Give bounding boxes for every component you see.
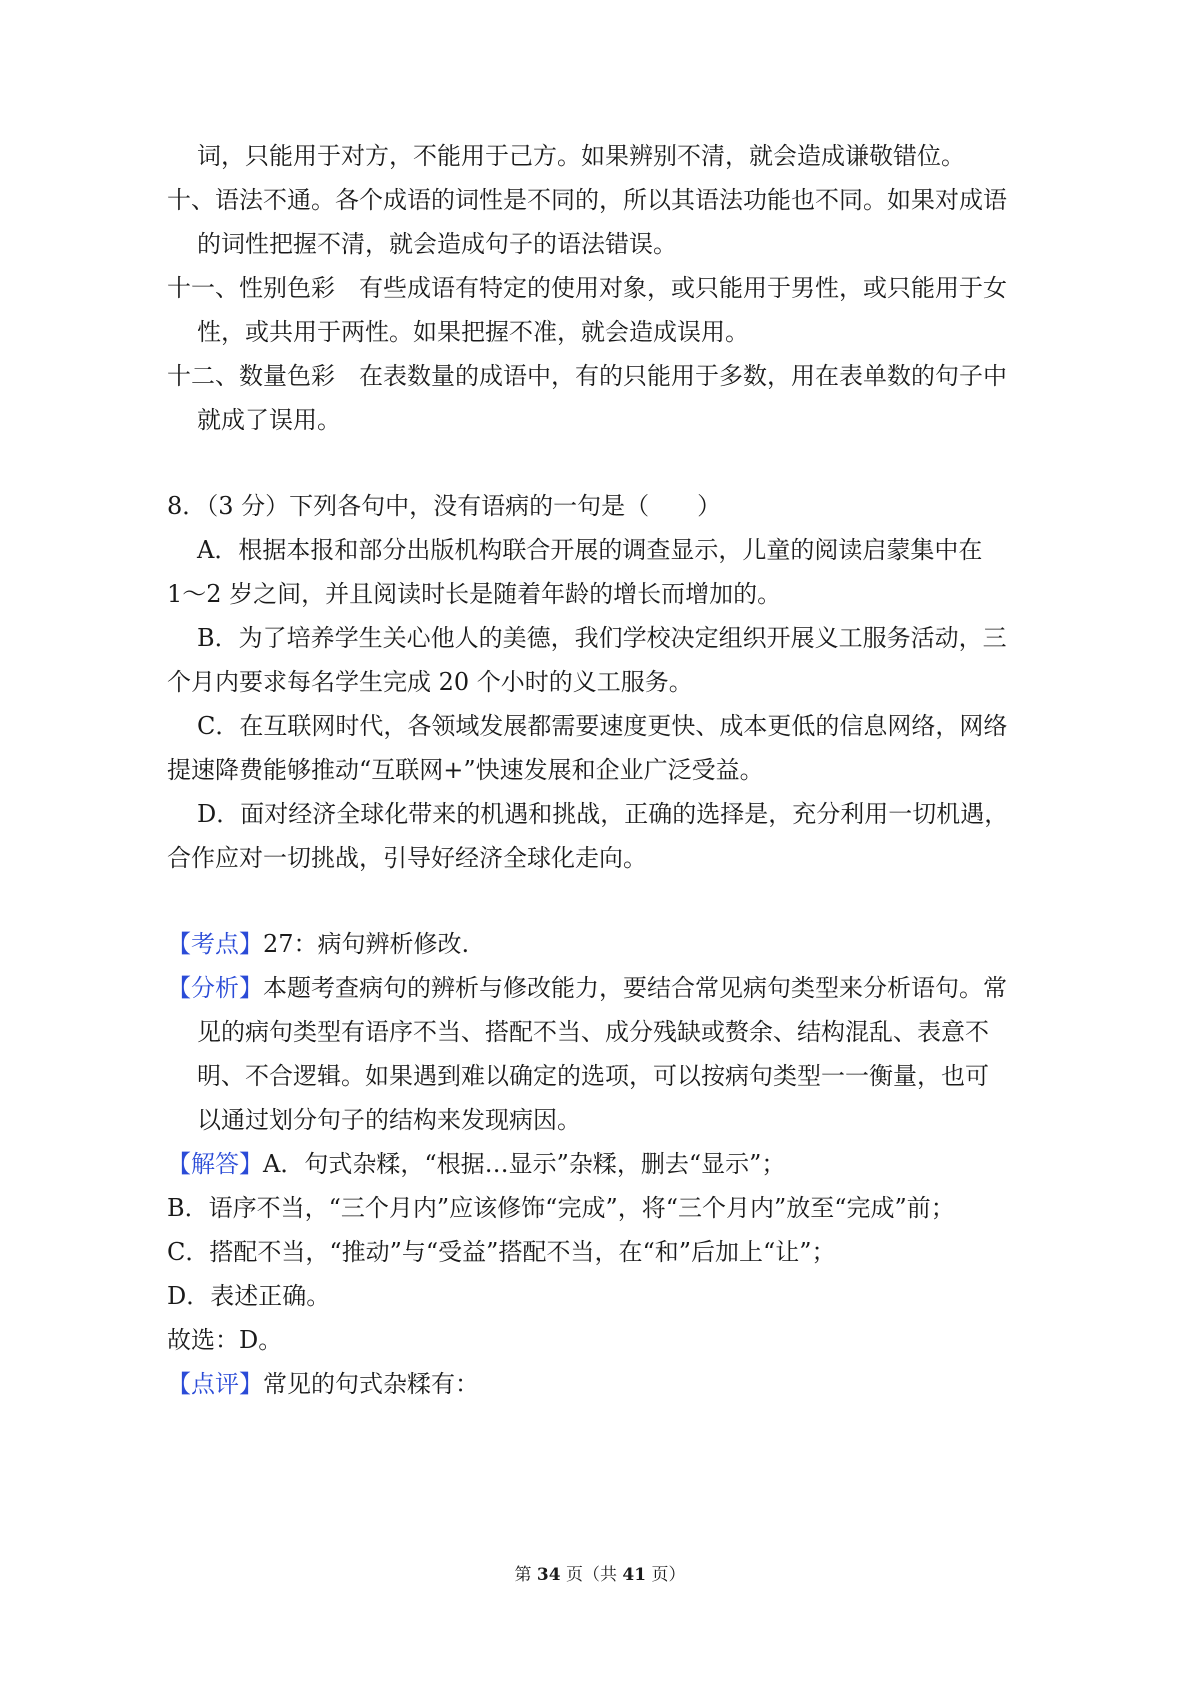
footer-middle: 页（共 xyxy=(560,1565,623,1585)
intro-line: 词，只能用于对方，不能用于己方。如果辨别不清，就会造成谦敬错位。 xyxy=(197,142,965,170)
option-line: 合作应对一切挑战，引导好经济全球化走向。 xyxy=(167,844,647,872)
dianping-row xyxy=(167,1368,479,1400)
jieda-line: B．语序不当，“三个月内”应该修饰“完成”，将“三个月内”放至“完成”前； xyxy=(167,1194,955,1222)
fenxi-line: 见的病句类型有语序不当、搭配不当、成分残缺或赘余、结构混乱、表意不 xyxy=(197,1018,989,1046)
option-line: B．为了培养学生关心他人的美德，我们学校决定组织开展义工服务活动，三 xyxy=(197,624,1007,652)
dianping-label: 【点评】 xyxy=(167,1370,263,1398)
footer-total-pages: 41 xyxy=(622,1565,647,1585)
question-stem: 8．（3 分）下列各句中，没有语病的一句是（ ） xyxy=(167,492,722,520)
jieda-line: D．表述正确。 xyxy=(167,1282,331,1310)
jieda-line: 故选：D。 xyxy=(167,1326,283,1354)
option-line: C．在互联网时代，各领域发展都需要速度更快、成本更低的信息网络，网络 xyxy=(197,712,1008,740)
fenxi-line: 明、不合逻辑。如果遇到难以确定的选项，可以按病句类型一一衡量，也可 xyxy=(197,1062,989,1090)
option-line: 个月内要求每名学生完成 20 个小时的义工服务。 xyxy=(167,668,693,696)
page-footer xyxy=(0,1564,1200,1586)
intro-line: 十、语法不通。各个成语的词性是不同的，所以其语法功能也不同。如果对成语 xyxy=(167,186,1007,214)
fenxi-label: 【分析】 xyxy=(167,974,263,1002)
option-line: 1～2 岁之间，并且阅读时长是随着年龄的增长而增加的。 xyxy=(167,580,782,608)
fenxi-line: 以通过划分句子的结构来发现病因。 xyxy=(197,1106,581,1134)
intro-line: 就成了误用。 xyxy=(197,406,341,434)
kaodian-text: 27：病句辨析修改. xyxy=(263,930,470,958)
intro-line: 的词性把握不清，就会造成句子的语法错误。 xyxy=(197,230,677,258)
fenxi-line: 本题考查病句的辨析与修改能力，要结合常见病句类型来分析语句。常 xyxy=(263,974,1007,1002)
footer-suffix: 页） xyxy=(646,1565,686,1585)
option-line: A．根据本报和部分出版机构联合开展的调查显示，儿童的阅读启蒙集中在 xyxy=(197,536,983,564)
jieda-line: C．搭配不当，“推动”与“受益”搭配不当，在“和”后加上“让”； xyxy=(167,1238,836,1266)
footer-page-number: 34 xyxy=(536,1565,561,1585)
footer-prefix: 第 xyxy=(514,1565,537,1585)
jieda-row xyxy=(167,1148,785,1180)
fenxi-row xyxy=(167,972,1007,1004)
intro-line: 十二、数量色彩 在表数量的成语中，有的只能用于多数，用在表单数的句子中 xyxy=(167,362,1007,390)
option-line: 提速降费能够推动“互联网+”快速发展和企业广泛受益。 xyxy=(167,756,764,784)
option-line: D．面对经济全球化带来的机遇和挑战，正确的选择是，充分利用一切机遇， xyxy=(197,800,1009,828)
intro-line: 十一、性别色彩 有些成语有特定的使用对象，或只能用于男性，或只能用于女 xyxy=(167,274,1007,302)
jieda-line: A．句式杂糅，“根据…显示”杂糅，删去“显示”； xyxy=(263,1150,786,1178)
intro-line: 性，或共用于两性。如果把握不准，就会造成误用。 xyxy=(197,318,749,346)
kaodian-label: 【考点】 xyxy=(167,930,263,958)
jieda-label: 【解答】 xyxy=(167,1150,263,1178)
dianping-text: 常见的句式杂糅有： xyxy=(263,1370,479,1398)
kaodian-row xyxy=(167,928,469,960)
